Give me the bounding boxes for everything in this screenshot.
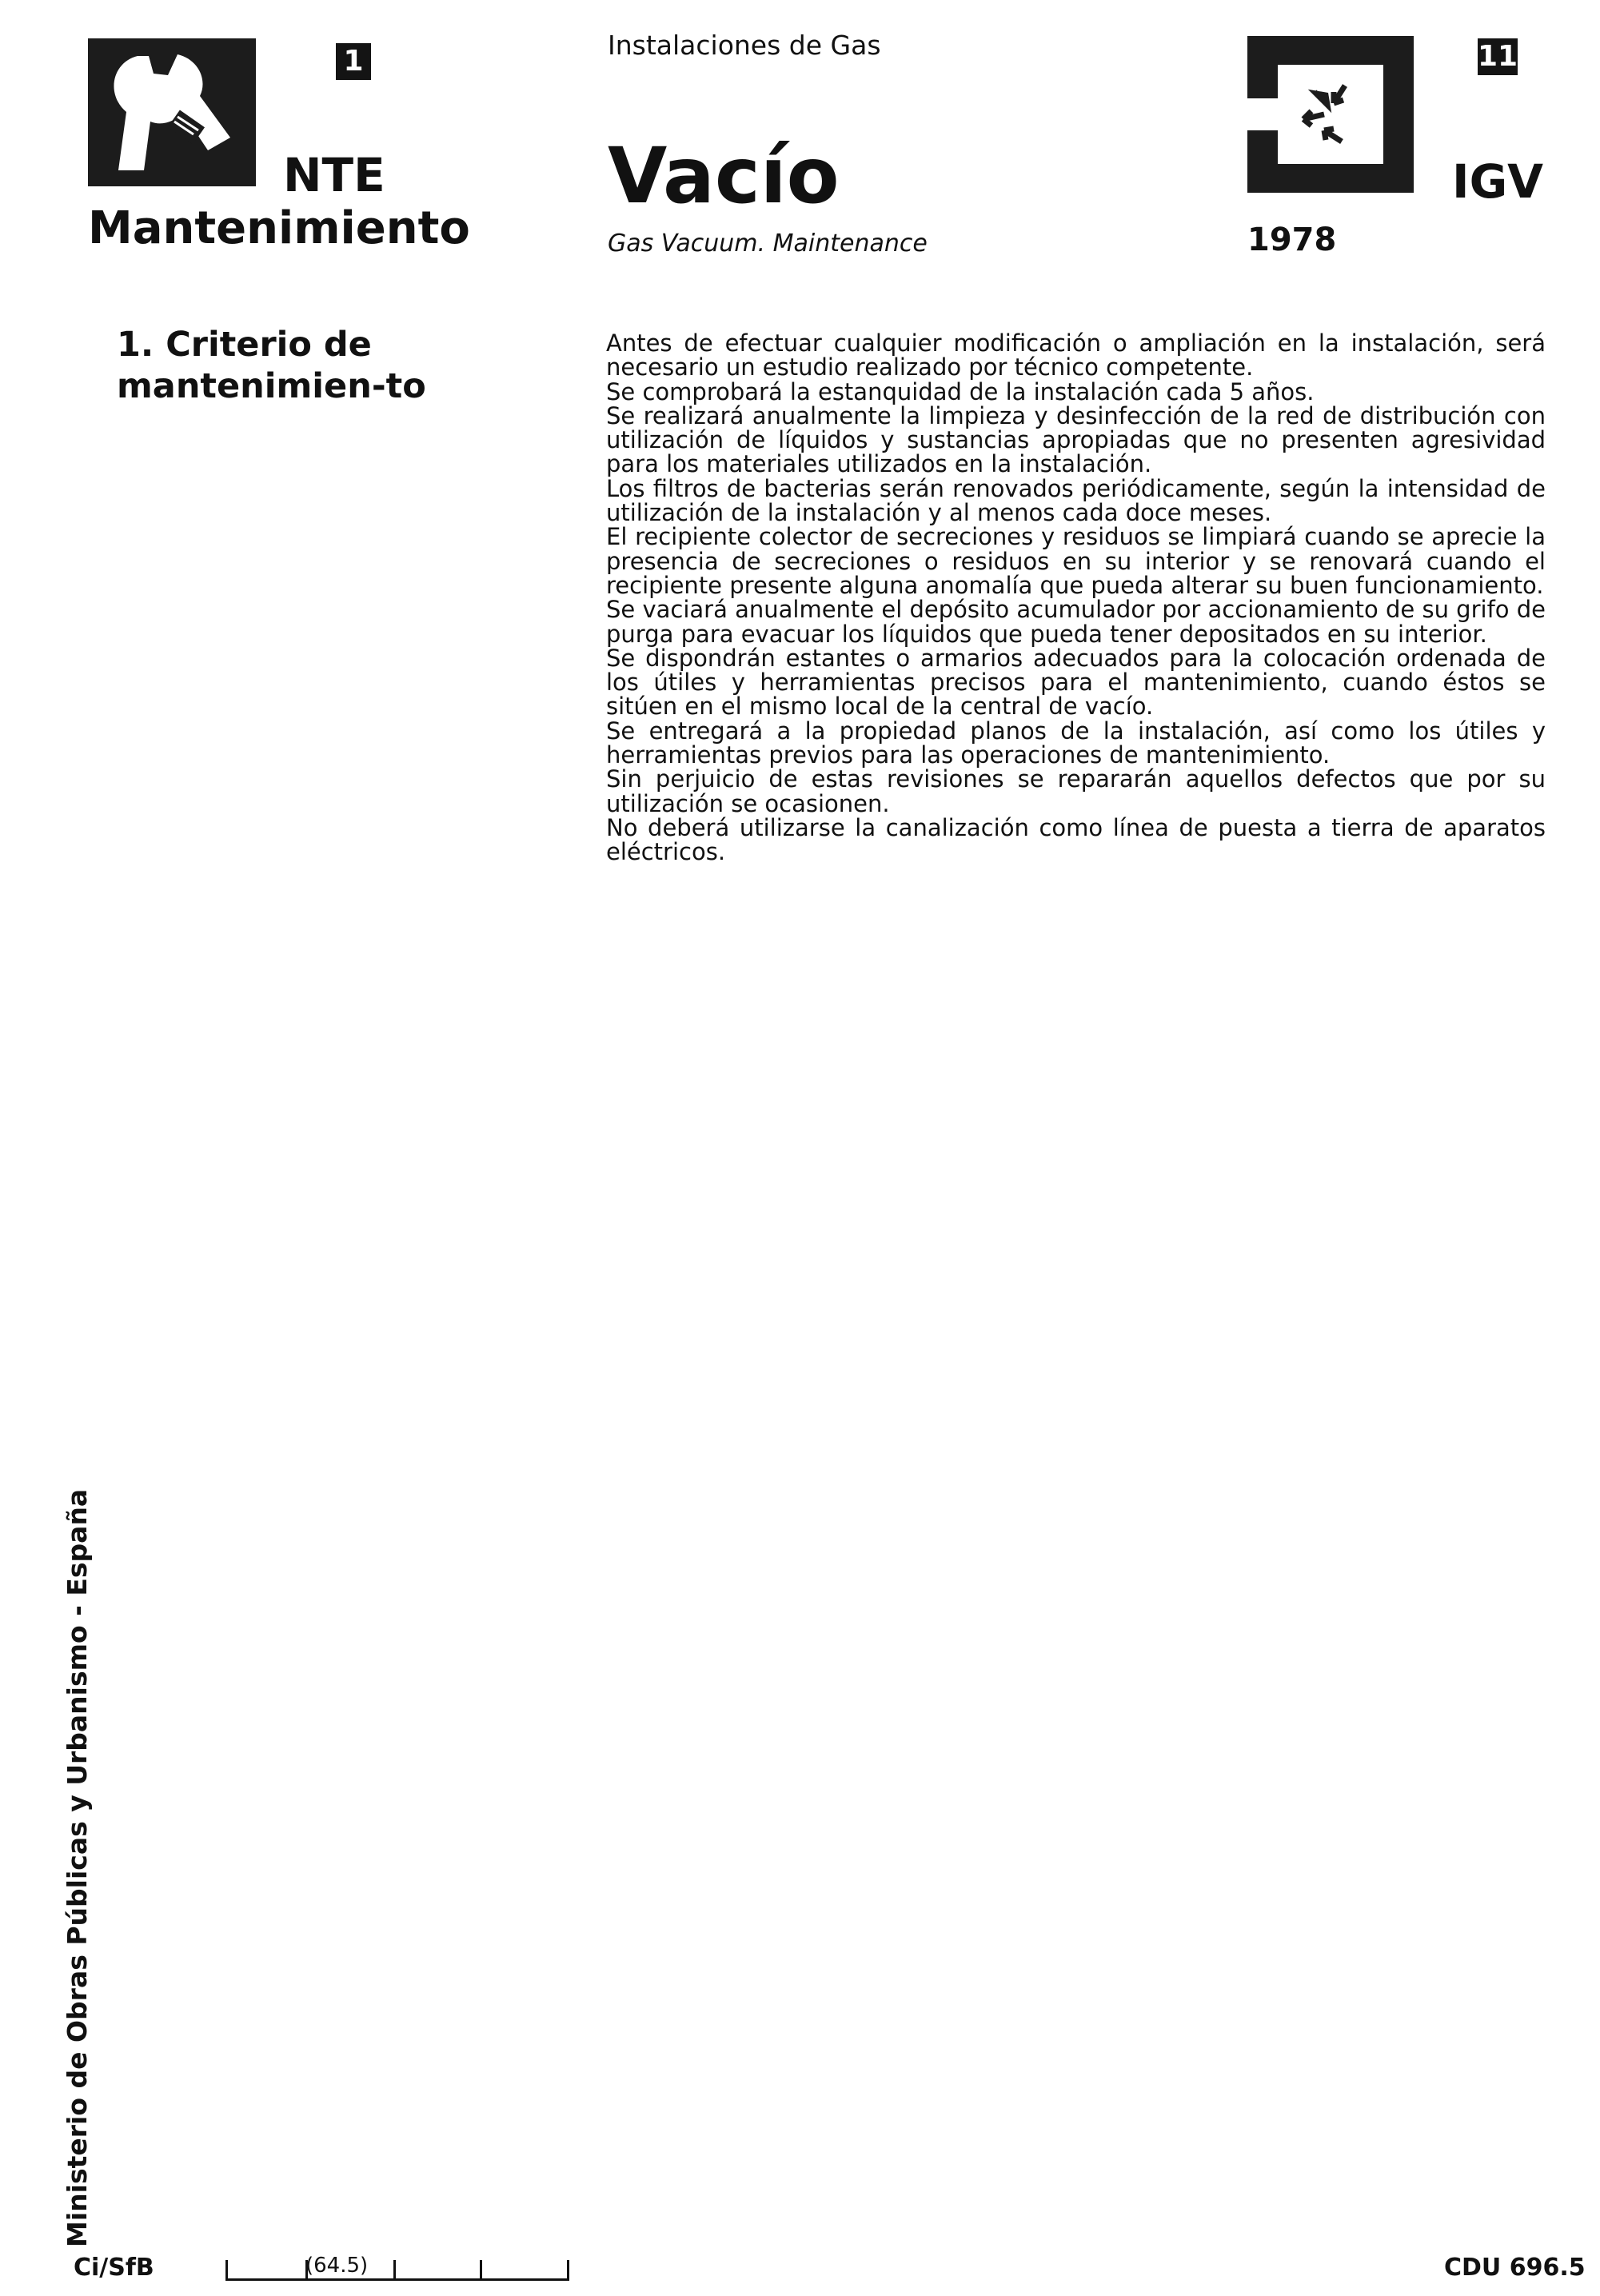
section-body bbox=[606, 331, 1546, 864]
paragraph: Los filtros de bacterias serán renovados periódicamente, según la intensidad de utilización de la instalación y al menos cada doce meses. bbox=[606, 474, 1546, 527]
section-heading: 1. Criterio de mantenimien-to bbox=[117, 325, 426, 406]
page-subtitle: Gas Vacuum. Maintenance bbox=[608, 230, 928, 258]
cisfb-label: Ci/SfB bbox=[74, 2254, 154, 2282]
paragraph: Se entregará a la propiedad planos de la instalación, así como los útiles y herramientas previos para las operaciones de mantenimiento. bbox=[606, 717, 1546, 769]
paragraph: No deberá utilizarse la canalización como línea de puesta a tierra de aparatos eléctricos. bbox=[606, 813, 1546, 866]
chapter-badge-left: 1 bbox=[336, 43, 371, 80]
chapter-badge-right: 11 bbox=[1478, 38, 1518, 75]
cisfb-code: (64.5) bbox=[305, 2254, 369, 2278]
wrench-logo-icon bbox=[88, 38, 256, 186]
paragraph: Sin perjuicio de estas revisiones se repararán aquellos defectos que por su utilización se ocasionen. bbox=[606, 765, 1546, 817]
series-label: NTE bbox=[283, 148, 385, 202]
ministry-label: Ministerio de Obras Públicas y Urbanismo - España bbox=[62, 1488, 93, 2247]
paragraph: Se vaciará anualmente el depósito acumulador por accionamiento de su grifo de purga para evacuar los líquidos que pueda tener depositados en su interior. bbox=[606, 596, 1546, 648]
cdu-code: CDU 696.5 bbox=[1444, 2254, 1586, 2282]
paragraph: Se realizará anualmente la limpieza y desinfección de la red de distribución con utilización de líquidos y sustancias apropiadas que no presenten agresividad para los materiales utilizados en la instalación. bbox=[606, 401, 1546, 478]
publication-year: 1978 bbox=[1247, 222, 1337, 258]
classification-tick bbox=[567, 2260, 569, 2281]
classification-tick bbox=[480, 2260, 482, 2281]
page-title: Vacío bbox=[608, 131, 840, 221]
paragraph: Se comprobará la estanquidad de la instalación cada 5 años. bbox=[606, 377, 1315, 405]
cisfb-classification-grid bbox=[225, 2249, 569, 2281]
vacuum-arrows-logo-icon bbox=[1247, 36, 1414, 193]
classification-tick bbox=[393, 2260, 396, 2281]
classification-tick bbox=[225, 2260, 228, 2281]
subject-label: Instalaciones de Gas bbox=[608, 30, 881, 61]
paragraph: Antes de efectuar cualquier modificación o ampliación en la instalación, será necesario un estudio realizado por técnico competente. bbox=[606, 329, 1546, 381]
paragraph: El recipiente colector de secreciones y residuos se limpiará cuando se aprecie la presencia de secreciones o residuos en su interior y se renovará cuando el recipiente presente alguna anomalía que pueda alterar su buen funcionamiento. bbox=[606, 523, 1546, 599]
paragraph: Se dispondrán estantes o armarios adecuados para la colocación ordenada de los útiles y herramientas precisos para el mantenimiento, cuando éstos se sitúen en el mismo local de la central de vacío. bbox=[606, 644, 1546, 721]
document-code: IGV bbox=[1452, 154, 1544, 209]
category-label: Mantenimiento bbox=[88, 202, 470, 254]
classification-baseline bbox=[225, 2278, 569, 2281]
